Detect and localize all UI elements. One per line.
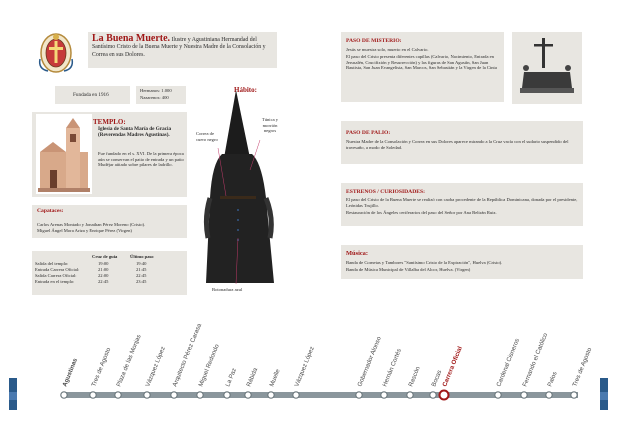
route-stop-label: Hernán Cortés (381, 347, 403, 388)
route-stop-label: Miguel Redondo (197, 343, 221, 388)
coat-of-arms-icon (34, 31, 78, 75)
route-map (0, 300, 617, 432)
brothers-panel (136, 86, 186, 104)
founded-panel (55, 86, 130, 104)
route-stop-label: Cardenal Cisneros (495, 337, 522, 388)
schedule-row-time-a: 22:45 (98, 279, 109, 284)
route-stop-label: Rascón (407, 365, 422, 388)
schedule-row-time-b: 23:45 (136, 279, 147, 284)
schedule-row-label: Salida Carrera Oficial: (35, 273, 77, 278)
misterio-panel (341, 32, 504, 102)
route-stop-marker (293, 392, 299, 398)
route-stop-label: Bocas (430, 369, 444, 388)
route-stop-marker (90, 392, 96, 398)
brotherhood-subtitle: Ilustre y Agustiniana Hermandad del Santísimo Cristo de la Buena Muerte y Nuestra Madre de la Consolación y Correa en sus Dolores. (92, 37, 266, 58)
route-stop-marker (440, 391, 449, 400)
route-stop-label: Arquitecto Pérez Carasa (171, 322, 204, 388)
route-stop-label: Vázquez López (293, 345, 316, 388)
route-stop-label: Gobernador Alonso (356, 335, 383, 388)
schedule-row-time-a: 22:00 (98, 273, 109, 278)
route-stop-label: Palos (546, 370, 559, 388)
palio-text: Nuestra Madre de la Consolación y Correa en sus Dolores aparece mirando a la Cruz vacía con el sudario suspendido del travesaño, a modo de Soledad. (346, 139, 569, 150)
temple-description: Fue fundado en el s. XVI. De la primera época aún se conservan el patio de entrada y un patio Mudéjar aiitado sobre pilares de ladrillo. (98, 151, 184, 168)
route-stop-marker (197, 392, 203, 398)
brotherhood-title: La Buena Muerte. (92, 33, 171, 44)
schedule-row-time-a: 19:00 (98, 261, 109, 266)
habit-label-botonadura: Botonadura azul (212, 287, 243, 292)
route-stop-label: Tres de Agosto (90, 346, 113, 388)
capataces-title: Capataces: (37, 208, 64, 214)
habit-title: Hábito: (234, 86, 257, 94)
route-stop-label: Fernando el Católico (521, 332, 550, 388)
route-stop-label: Muelle (268, 368, 282, 388)
palio-panel (341, 121, 583, 164)
route-stop-marker (144, 392, 150, 398)
misterio-title: PASO DE MISTERIO: (346, 38, 402, 44)
schedule-panel (32, 251, 187, 295)
schedule-row-time-a: 21:00 (98, 267, 109, 272)
route-stop-marker (381, 392, 387, 398)
route-stop-marker (521, 392, 527, 398)
schedule-row-time-b: 21:45 (136, 267, 147, 272)
route-stop-marker (268, 392, 274, 398)
schedule-col2-header: Último paso (130, 254, 154, 259)
route-stop-label: Plaza de las Monjas (115, 333, 143, 388)
schedule-col1-header: Cruz de guía (92, 254, 118, 259)
route-stop-label: Rábida (245, 366, 260, 388)
route-stop-marker (245, 392, 251, 398)
misterio-text: El paso del Cristo presenta diferentes capillas (Calvario, Nacimiento, Entrada en Jerusalén, Crucifixión y Resurrección) y las figuras de San Agustín, San Juan Bautista, San Juan Evangelista, San Marcos, San Sebastián y la Virgen de la Cinta (346, 54, 497, 71)
estrenos-line2: Restauración de los Ángeles ceriferarios del paso del Señor por Ana Beltrán Ruiz. (346, 210, 497, 215)
musica-title: Música: (346, 250, 369, 257)
header-panel (88, 32, 277, 68)
hermanos-count: Hermanos: 1.000 (140, 88, 172, 93)
schedule-row-label: Salida del templo: (35, 261, 69, 266)
capataces-panel (32, 205, 187, 238)
founded-text: Fundada en 1916 (73, 92, 109, 98)
route-stop-marker (571, 392, 577, 398)
route-stop-marker (495, 392, 501, 398)
musica-line1: Banda de Cornetas y Tambores "Santísimo Cristo de la Expiración", Huelva (Cristo). (346, 260, 503, 265)
route-stop-label: Carrera Oficial (441, 345, 464, 388)
route-stop-label: Vázquez López (144, 345, 167, 388)
capataces-line2: Miguel Ángel Mora Ariza y Enrique Pérez (Virgen) (37, 228, 132, 233)
route-stop-marker (115, 392, 121, 398)
capataces-line1: Carlos Arenas Montado y Jonathan Pérez Moreno (Cristo). (37, 222, 146, 227)
route-stop-marker (546, 392, 552, 398)
church-icon (36, 114, 92, 194)
route-stop-marker (356, 392, 362, 398)
palio-title: PASO DE PALIO: (346, 130, 391, 136)
route-stop-label: Tres de Agosto (571, 346, 594, 388)
header-text (92, 35, 274, 59)
temple-title: TEMPLO: (93, 118, 126, 126)
schedule-row-label: Entrada en el templo: (35, 279, 75, 284)
musica-panel (341, 245, 583, 279)
route-stop-marker (407, 392, 413, 398)
paso-photo-icon (512, 32, 582, 104)
estrenos-panel (341, 183, 583, 226)
route-stop-label: Agustinas (61, 357, 80, 388)
nazarenos-count: Nazarenos: 400 (140, 95, 169, 100)
route-stop-marker (61, 392, 67, 398)
musica-line2: Banda de Música Municipal de Villalba del Alcor, Huelva. (Virgen) (346, 267, 471, 272)
estrenos-line1: El paso del Cristo de la Buena Muerte se realizó con caoba procedente de la República Dominicana, donada por el presidente, Leónidas Trujillo. (346, 197, 578, 208)
schedule-row-time-b: 22:45 (136, 273, 147, 278)
estrenos-title: ESTRENOS / CURIOSIDADES: (346, 189, 425, 195)
route-stop-marker (430, 392, 436, 398)
route-stop-marker (224, 392, 230, 398)
schedule-row-time-b: 19:40 (136, 261, 147, 266)
temple-name: Iglesia de Santa María de Gracia (Reverendas Madres Agustinas). (98, 126, 172, 139)
schedule-row-label: Entrada Carrera Oficial: (35, 267, 80, 272)
route-stop-label: La Paz (224, 367, 239, 388)
misterio-line1: Jesús se muestra solo, muerto en el Calvario. (346, 47, 429, 52)
habit-label-correa: Correa de cuero negro (196, 131, 218, 142)
route-stop-marker (171, 392, 177, 398)
misterio-photo-panel (512, 32, 582, 104)
habit-label-tunica: Túnica y morrión negros (261, 117, 279, 134)
